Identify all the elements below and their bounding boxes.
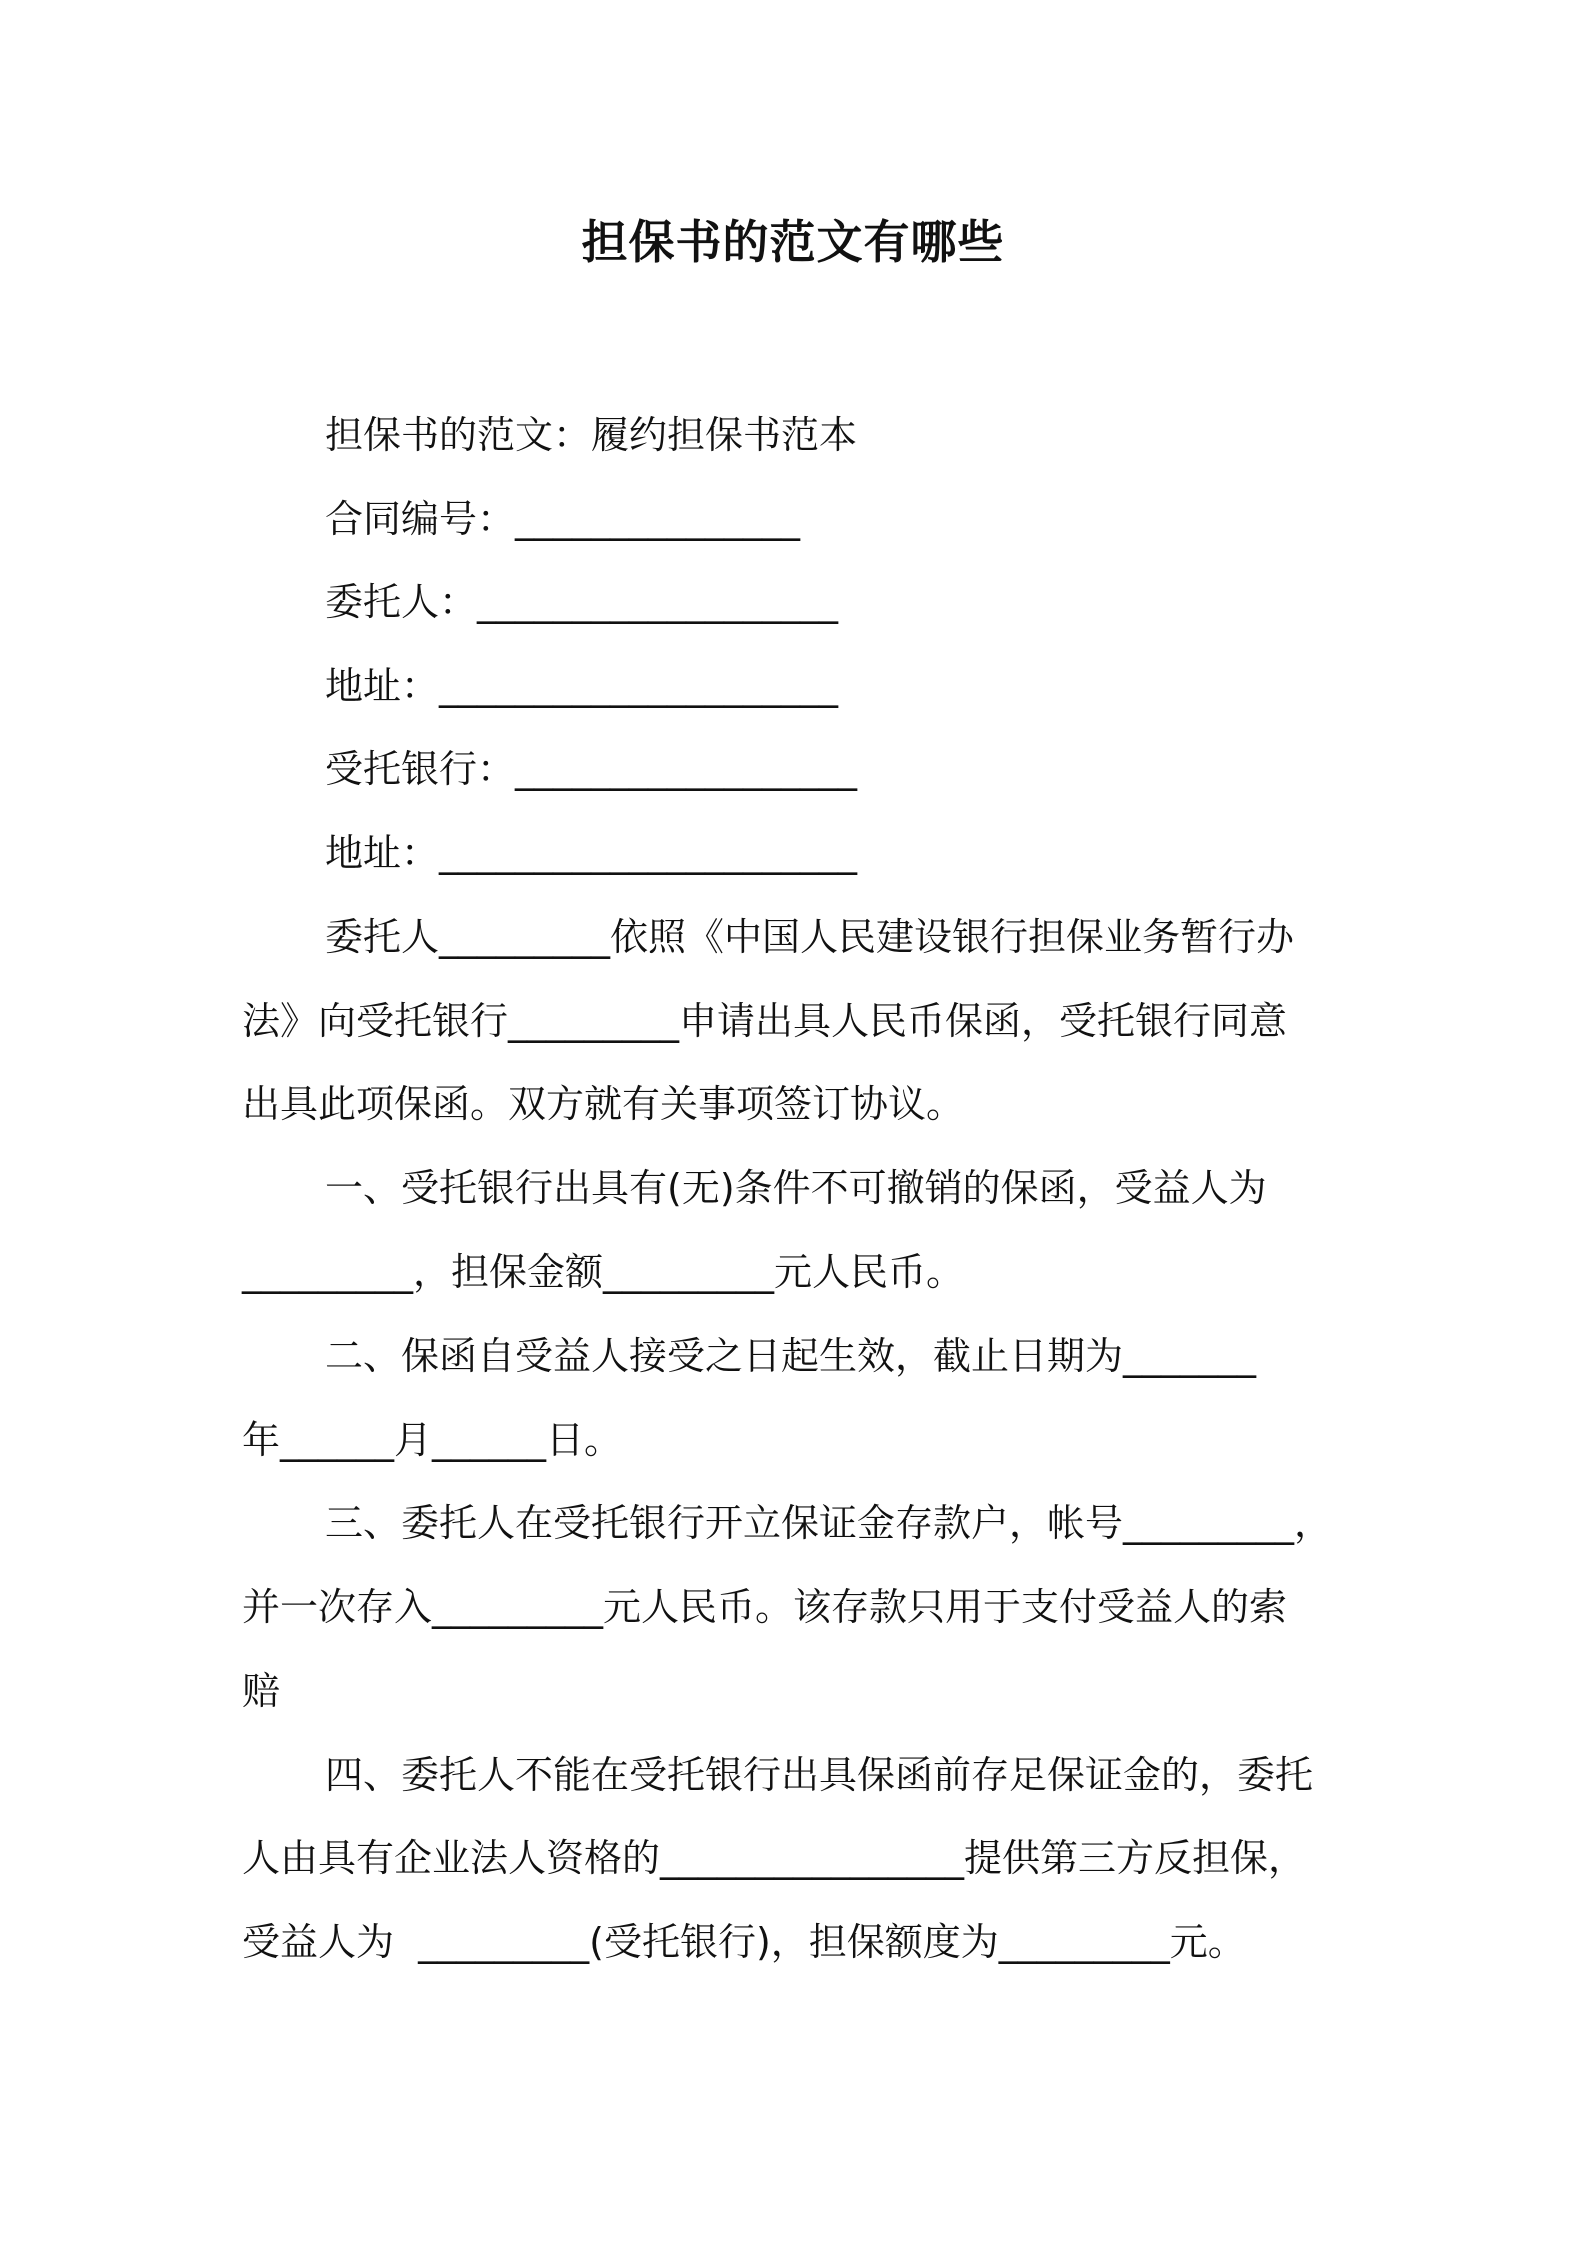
clause-3-line: 赔 bbox=[242, 1669, 281, 1713]
client-field: 委托人：___________________ bbox=[325, 580, 839, 624]
clause-4-line: 四、委托人不能在受托银行出具保函前存足保证金的，委托 bbox=[325, 1753, 1314, 1797]
contract-number-field: 合同编号：_______________ bbox=[325, 497, 801, 541]
intro-paragraph-line: 委托人_________依照《中国人民建设银行担保业务暂行办 bbox=[325, 915, 1295, 959]
clause-3-line: 并一次存入_________元人民币。该存款只用于支付受益人的索 bbox=[242, 1585, 1288, 1629]
clause-4-line: 受益人为 _________(受托银行)，担保额度为_________元。 bbox=[242, 1920, 1246, 1964]
clause-1-line: _________，担保金额_________元人民币。 bbox=[242, 1250, 965, 1294]
clause-4-line: 人由具有企业法人资格的________________提供第三方反担保， bbox=[242, 1836, 1307, 1880]
document-subtitle: 担保书的范文：履约担保书范本 bbox=[325, 413, 858, 457]
clause-2-line: 年______月______日。 bbox=[242, 1418, 623, 1462]
trustee-bank-field: 受托银行：__________________ bbox=[325, 747, 858, 791]
bank-address-field: 地址：______________________ bbox=[325, 831, 858, 875]
intro-paragraph-line: 法》向受托银行_________申请出具人民币保函，受托银行同意 bbox=[242, 999, 1288, 1043]
intro-paragraph-line: 出具此项保函。双方就有关事项签订协议。 bbox=[242, 1082, 965, 1126]
clause-1-line: 一、受托银行出具有(无)条件不可撤销的保函，受益人为 bbox=[325, 1166, 1267, 1210]
clause-3-line: 三、委托人在受托银行开立保证金存款户，帐号_________， bbox=[325, 1501, 1333, 1545]
clause-2-line: 二、保函自受益人接受之日起生效，截止日期为_______ bbox=[325, 1334, 1257, 1378]
document-title: 担保书的范文有哪些 bbox=[581, 215, 1005, 269]
client-address-field: 地址：_____________________ bbox=[325, 664, 839, 708]
